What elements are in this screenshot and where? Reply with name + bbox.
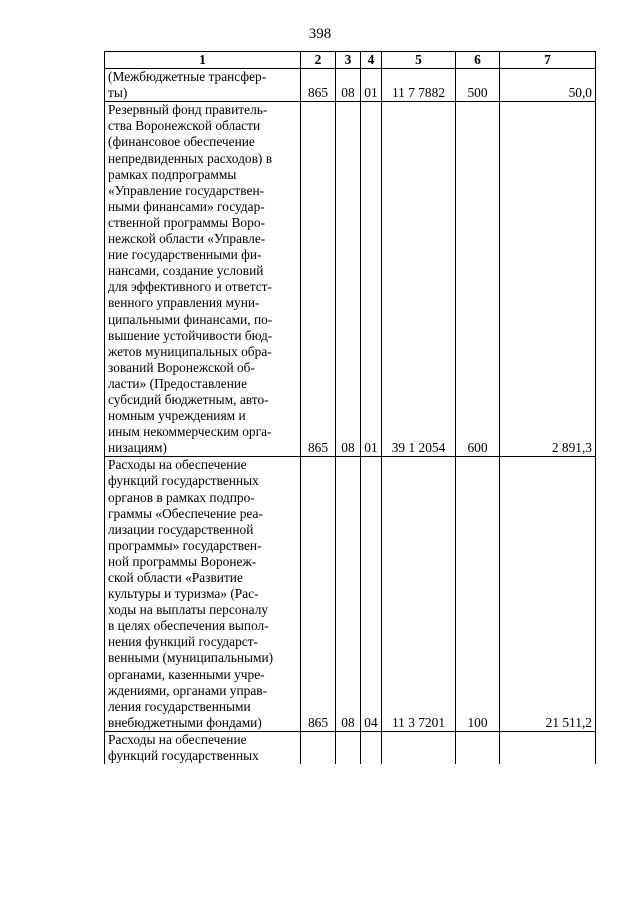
section-code: 08 [336,102,361,457]
subsection-code: 04 [361,457,382,732]
description-line: ными финансами» государ- [108,198,265,214]
subsection-code [361,731,382,764]
column-header: 1 [105,52,301,69]
description-line: нансами, создание условий [108,263,264,279]
description-line: (финансовое обеспечение [108,134,255,150]
row-description [105,102,301,457]
description-line: непредвиденных расходов) в [108,150,273,166]
description-line: органами, казенными учре- [108,666,265,682]
description-line: Расходы на обеспечение [108,457,247,473]
table-row [105,69,596,102]
column-header: 5 [382,52,456,69]
column-header: 7 [500,52,596,69]
column-header: 3 [336,52,361,69]
target-article-code: 39 1 2054 [382,102,456,457]
description-line: функций государственных [108,748,259,764]
description-line: функций государственных [108,473,259,489]
expense-type-code: 500 [456,69,500,102]
description-line: «Управление государствен- [108,182,265,198]
description-line: граммы «Обеспечение реа- [108,505,263,521]
description-line: ственной программы Воро- [108,214,265,230]
table-row [105,731,596,764]
expense-type-code [456,731,500,764]
budget-table [104,51,596,764]
description-line: культуры и туризма» (Рас- [108,586,259,602]
target-article-code [382,731,456,764]
description-line: субсидий бюджетным, авто- [108,391,269,407]
description-line: низациям) [108,440,167,456]
row-description [105,731,301,764]
subsection-code: 01 [361,102,382,457]
description-line: ципальными финансами, по- [108,311,273,327]
description-line: внебюджетными фондами) [108,714,262,730]
amount [500,731,596,764]
description-line: зований Воронежской об- [108,359,255,375]
amount: 21 511,2 [500,457,596,732]
section-code [336,731,361,764]
description-line: нежской области «Управле- [108,231,266,247]
description-line: рамках подпрограммы [108,166,237,182]
description-line: иным некоммерческим орга- [108,424,272,440]
table-header-row [105,52,596,69]
description-line: Расходы на обеспечение [108,731,247,747]
row-description [105,69,301,102]
column-header: 2 [301,52,336,69]
ministry-code: 865 [301,457,336,732]
description-line: лизации государственной [108,521,254,537]
column-header: 6 [456,52,500,69]
description-line: органов в рамках подпро- [108,489,255,505]
description-line: для эффективного и ответст- [108,279,272,295]
page-number: 398 [308,26,332,42]
section-code: 08 [336,457,361,732]
table-row [105,457,596,732]
subsection-code: 01 [361,69,382,102]
amount: 2 891,3 [500,102,596,457]
description-line: ной программы Воронеж- [108,553,257,569]
description-line: вышение устойчивости бюд- [108,327,273,343]
description-line: ждениями, органами управ- [108,682,268,698]
ministry-code: 865 [301,102,336,457]
description-line: Резервный фонд правитель- [108,102,268,118]
target-article-code: 11 3 7201 [382,457,456,732]
description-line: венными (муниципальными) [108,650,274,666]
column-header: 4 [361,52,382,69]
description-line: нения функций государст- [108,634,259,650]
description-line: венного управления муни- [108,295,260,311]
description-line: ты) [108,85,128,101]
description-line: ние государственными фи- [108,247,262,263]
row-description [105,457,301,732]
description-line: номным учреждениям и [108,408,246,424]
description-line: (Межбюджетные трансфер- [108,69,267,85]
description-line: ской области «Развитие [108,570,243,585]
description-line: в целях обеспечения выпол- [108,618,269,634]
description-line: программы» государствен- [108,537,262,553]
ministry-code [301,731,336,764]
description-line: ходы на выплаты персоналу [108,602,269,618]
expense-type-code: 100 [456,457,500,732]
target-article-code: 11 7 7882 [382,69,456,102]
amount: 50,0 [500,69,596,102]
description-line: жетов муниципальных обра- [108,343,272,359]
ministry-code: 865 [301,69,336,102]
section-code: 08 [336,69,361,102]
description-line: ления государственными [108,698,251,714]
expense-type-code: 600 [456,102,500,457]
description-line: ласти» (Предоставление [108,375,248,391]
description-line: ства Воронежской области [108,118,261,134]
table-row [105,102,596,457]
